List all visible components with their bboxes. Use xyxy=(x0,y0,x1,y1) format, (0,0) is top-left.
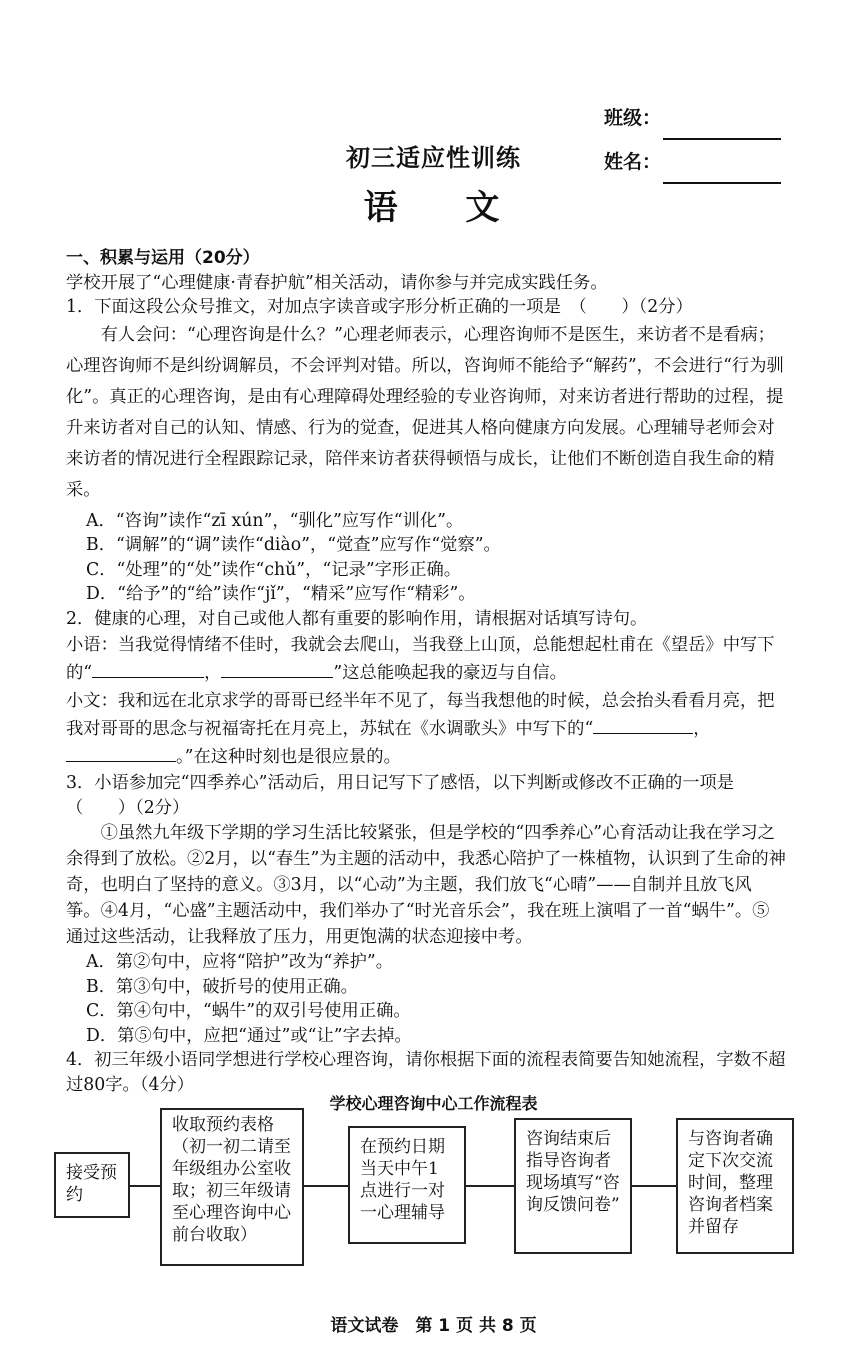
flow-step-3: 在预约日期当天中午1点进行一对一心理辅导 xyxy=(348,1126,466,1244)
q2-xiaowen-comma: ， xyxy=(693,719,711,739)
q2-xiaoyu-text-c: ”这总能唤起我的豪迈与自信。 xyxy=(333,663,567,683)
q2-xiaowen-text-a: 小文：我和远在北京求学的哥哥已经半年不见了，每当我想他的时候，总会抬头看看月亮，把我对哥哥的思念与祝福寄托在月亮上，苏轼在《水调歌头》中写下的“ xyxy=(66,691,775,739)
q2-stem: 2．健康的心理，对自己或他人都有重要的影响作用，请根据对话填写诗句。 xyxy=(66,608,648,629)
q2-xiaoyu-comma: ， xyxy=(204,663,222,683)
q3-option-c: C．第④句中，“蜗牛”的双引号使用正确。 xyxy=(86,1001,411,1021)
q2-xiaoyu xyxy=(66,631,786,687)
q1-option-c: C．“处理”的“处”读作“chǔ”，“记录”字形正确。 xyxy=(86,559,462,580)
flow-connector-4 xyxy=(632,1185,676,1187)
q2-xiaowen xyxy=(66,687,786,771)
q1-option-b: B．“调解”的“调”读作“diào”，“觉查”应写作“觉察”。 xyxy=(86,535,501,555)
q1-passage: 有人会问：“心理咨询是什么？”心理老师表示，心理咨询师不是医生，来访者不是看病；心理咨询师不是纠纷调解员，不会评判对错。所以，咨询师不能给予“解药”，不会进行“行为驯化”。真正的心理咨询，是由有心理障碍处理经验的专业咨询师，对来访者进行帮助的过程，提升来访者对自己的认知、情感、行为的觉查，促进其人格向健康方向发展。心理辅导老师会对来访者的情况进行全程跟踪记录，陪伴来访者获得顿悟与成长，让他们不断创造自我生命的精采。 xyxy=(66,324,784,500)
flow-step-2: 收取预约表格（初一初二请至年级组办公室收取；初三年级请至心理咨询中心前台收取） xyxy=(160,1108,304,1266)
subject-title: 语 文 xyxy=(363,188,528,228)
flow-step-5: 与咨询者确定下次交流时间，整理咨询者档案并留存 xyxy=(676,1118,794,1254)
flow-connector-3 xyxy=(466,1185,514,1187)
q3-passage: ①虽然九年级下学期的学习生活比较紧张，但是学校的“四季养心”心育活动让我在学习之余得到了放松。②2月，以“春生”为主题的活动中，我悉心陪护了一株植物，认识到了生命的神奇，也明白了坚持的意义。③3月，以“心动”为主题，我们放飞“心晴”——自制并且放飞风筝。④4月，“心盛”主题活动中，我们举办了“时光音乐会”，我在班上演唱了一首“蜗牛”。⑤通过这些活动，让我释放了压力，用更饱满的状态迎接中考。 xyxy=(66,823,786,947)
q2-blank-4[interactable] xyxy=(66,745,176,762)
class-field xyxy=(604,96,781,140)
class-label: 班级： xyxy=(604,107,662,129)
flow-step-1: 接受预约 xyxy=(54,1152,130,1218)
q2-blank-1[interactable] xyxy=(92,661,204,678)
q1-option-d: D．“给予”的“给”读作“jǐ”，“精采”应写作“精彩”。 xyxy=(86,584,476,604)
q2-blank-2[interactable] xyxy=(221,661,333,678)
q3-option-b: B．第③句中，破折号的使用正确。 xyxy=(86,976,358,997)
flow-connector-1 xyxy=(130,1185,160,1187)
class-blank[interactable] xyxy=(663,116,781,140)
flow-connector-2 xyxy=(304,1185,348,1187)
exam-title: 初三适应性训练 xyxy=(346,144,521,172)
q2-xiaoyu-text-a: 小语：当我觉得情绪不佳时，我就会去爬山，当我登上山顶，总能想起杜甫在《望岳》中写下的“ xyxy=(66,635,775,683)
section-heading: 一、积累与运用（20分） xyxy=(66,248,260,268)
q2-blank-3[interactable] xyxy=(593,717,693,734)
exam-content xyxy=(66,246,786,1097)
q3-option-d: D．第⑤句中，应把“通过”或“让”字去掉。 xyxy=(86,1025,412,1046)
page-footer: 语文试卷 第 1 页 共 8 页 xyxy=(330,1316,537,1336)
flow-step-4: 咨询结束后指导咨询者现场填写“咨询反馈问卷” xyxy=(514,1118,632,1254)
q3-stem: 3．小语参加完“四季养心”活动后，用日记写下了感悟，以下判断或修改不正确的一项是（ ）（2分） xyxy=(66,773,735,818)
section-intro: 学校开展了“心理健康·青春护航”相关活动，请你参与并完成实践任务。 xyxy=(66,272,608,293)
q1-option-a: A．“咨询”读作“zī xún”，“驯化”应写作“训化”。 xyxy=(86,510,464,531)
q2-xiaowen-text-c: 。”在这种时刻也是很应景的。 xyxy=(176,747,401,767)
flowchart-title: 学校心理咨询中心工作流程表 xyxy=(329,1094,538,1113)
q3-option-a: A．第②句中，应将“陪护”改为“养护”。 xyxy=(86,952,394,972)
q1-stem: 1．下面这段公众号推文，对加点字读音或字形分析正确的一项是 （ ）（2分） xyxy=(66,297,693,317)
name-label: 姓名： xyxy=(604,151,662,173)
q4-stem: 4．初三年级小语同学想进行学校心理咨询，请你根据下面的流程表简要告知她流程，字数不超过80字。（4分） xyxy=(66,1050,786,1095)
